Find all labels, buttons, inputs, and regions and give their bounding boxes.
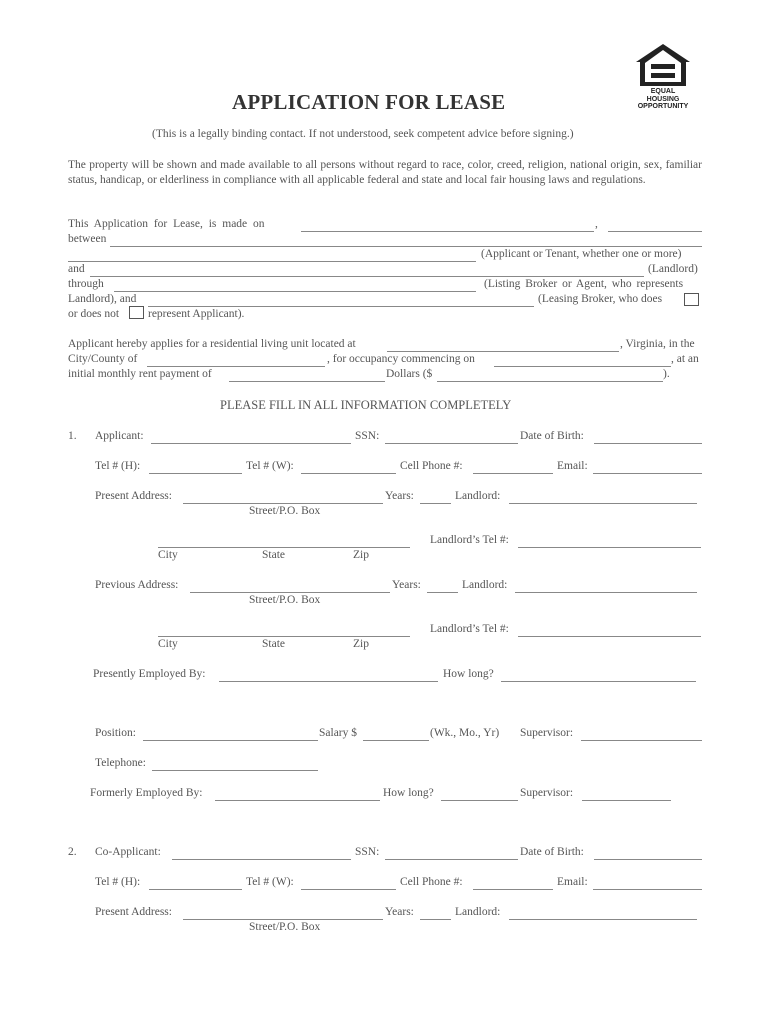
present-address-label: Present Address: <box>95 490 172 502</box>
occupancy-label: , for occupancy commencing on <box>327 353 475 365</box>
city-county-label: City/County of <box>68 353 138 365</box>
virginia-label: , Virginia, in the <box>620 338 695 350</box>
co-landlord-field[interactable] <box>509 919 697 920</box>
how-long-field[interactable] <box>501 681 696 682</box>
city-state-zip-field[interactable] <box>158 547 410 548</box>
co-dob-field[interactable] <box>594 859 702 860</box>
tel-h-label: Tel # (H): <box>95 460 141 472</box>
landlord-name-field[interactable] <box>509 503 697 504</box>
co-email-field[interactable] <box>593 889 702 890</box>
prev-city-caption: City <box>158 638 178 650</box>
landlord-note: (Landlord) <box>648 263 698 275</box>
applicant-field[interactable] <box>151 443 351 444</box>
co-years-field[interactable] <box>420 919 451 920</box>
tel-w-field[interactable] <box>301 473 396 474</box>
employed-by-label: Presently Employed By: <box>93 668 206 680</box>
and-label: and <box>68 263 85 275</box>
co-ssn-field[interactable] <box>385 859 518 860</box>
landlord-tel-field[interactable] <box>518 547 701 548</box>
represent-label: represent Applicant). <box>148 308 245 320</box>
comma: , <box>595 218 598 230</box>
previous-address-field[interactable] <box>190 592 390 593</box>
date-made-field[interactable] <box>301 231 594 232</box>
prev-landlord-label: Landlord: <box>462 579 508 591</box>
co-email-label: Email: <box>557 876 588 888</box>
applicant-note: (Applicant or Tenant, whether one or more) <box>481 248 682 260</box>
year-made-field[interactable] <box>608 231 702 232</box>
between-field[interactable] <box>110 246 702 247</box>
salary-field[interactable] <box>363 740 429 741</box>
instructions-heading: PLEASE FILL IN ALL INFORMATION COMPLETELY <box>220 398 512 412</box>
co-landlord-label: Landlord: <box>455 906 501 918</box>
city-caption: City <box>158 549 178 561</box>
co-ssn-label: SSN: <box>355 846 380 858</box>
co-tel-h-field[interactable] <box>149 889 242 890</box>
made-on-label: This Application for Lease, is made on <box>68 218 265 230</box>
co-cell-label: Cell Phone #: <box>400 876 463 888</box>
landlord-tel-label: Landlord’s Tel #: <box>430 534 509 546</box>
landlord-and-label: Landlord), and <box>68 293 137 305</box>
co-present-address-label: Present Address: <box>95 906 172 918</box>
through-label: through <box>68 278 104 290</box>
city-county-field[interactable] <box>147 366 325 367</box>
position-field[interactable] <box>143 740 318 741</box>
period-label: (Wk., Mo., Yr) <box>430 727 500 739</box>
salary-label: Salary $ <box>319 727 358 739</box>
position-label: Position: <box>95 727 136 739</box>
prev-state-caption: State <box>262 638 285 650</box>
rent-words-field[interactable] <box>229 381 385 382</box>
listing-note: (Listing Broker or Agent, who represents <box>484 278 684 290</box>
landlord-field[interactable] <box>90 276 644 277</box>
applicant-label: Applicant: <box>95 430 144 442</box>
prev-years-field[interactable] <box>427 592 458 593</box>
former-supervisor-field[interactable] <box>582 800 671 801</box>
prev-landlord-tel-field[interactable] <box>518 636 701 637</box>
prev-years-label: Years: <box>392 579 421 591</box>
at-an-label: , at an <box>671 353 699 365</box>
formerly-employed-field[interactable] <box>215 800 380 801</box>
prev-street-caption: Street/P.O. Box <box>249 594 321 606</box>
tel-w-label: Tel # (W): <box>246 460 294 472</box>
employed-by-field[interactable] <box>219 681 438 682</box>
co-tel-h-label: Tel # (H): <box>95 876 141 888</box>
section-1-number: 1. <box>68 430 77 442</box>
co-present-address-field[interactable] <box>183 919 383 920</box>
prev-landlord-field[interactable] <box>515 592 697 593</box>
subtitle: (This is a legally binding contact. If not understood, seek competent advice before signing.) <box>152 128 574 140</box>
co-dob-label: Date of Birth: <box>520 846 584 858</box>
or-does-not-label: or does not <box>68 308 120 320</box>
logo-caption: EQUAL HOUSING OPPORTUNITY <box>637 88 689 110</box>
equal-housing-logo-icon <box>634 42 692 88</box>
close-paren: ). <box>663 368 670 380</box>
dob-label: Date of Birth: <box>520 430 584 442</box>
present-address-field[interactable] <box>183 503 383 504</box>
street-caption: Street/P.O. Box <box>249 505 321 517</box>
state-caption: State <box>262 549 285 561</box>
landlord-label: Landlord: <box>455 490 501 502</box>
supervisor-label: Supervisor: <box>520 727 574 739</box>
listing-broker-field[interactable] <box>114 291 476 292</box>
former-supervisor-label: Supervisor: <box>520 787 574 799</box>
rent-label: initial monthly rent payment of <box>68 368 212 380</box>
leasing-note: (Leasing Broker, who does <box>538 293 663 305</box>
dob-field[interactable] <box>594 443 702 444</box>
prev-zip-caption: Zip <box>353 638 369 650</box>
applicant-name-field[interactable] <box>68 261 476 262</box>
co-years-label: Years: <box>385 906 414 918</box>
co-street-caption: Street/P.O. Box <box>249 921 321 933</box>
zip-caption: Zip <box>353 549 369 561</box>
fair-housing-statement: The property will be shown and made available to all persons without regard to race, color, creed, religion, national origin, sex, familiar status, handicap, or elderliness in compliance with all applicable federal and state and local fair housing laws and regulations. <box>68 159 702 186</box>
years-label: Years: <box>385 490 414 502</box>
email-label: Email: <box>557 460 588 472</box>
tel-h-field[interactable] <box>149 473 242 474</box>
cell-field[interactable] <box>473 473 553 474</box>
co-applicant-field[interactable] <box>172 859 351 860</box>
telephone-label: Telephone: <box>95 757 146 769</box>
leasing-broker-field[interactable] <box>148 306 534 307</box>
former-how-long-field[interactable] <box>441 800 518 801</box>
ssn-label: SSN: <box>355 430 380 442</box>
cell-label: Cell Phone #: <box>400 460 463 472</box>
ssn-field[interactable] <box>385 443 518 444</box>
unit-label: Applicant hereby applies for a residential living unit located at <box>68 338 356 350</box>
telephone-field[interactable] <box>152 770 318 771</box>
rent-amount-field[interactable] <box>437 381 663 382</box>
email-field[interactable] <box>593 473 702 474</box>
how-long-label: How long? <box>443 668 494 680</box>
dollars-label: Dollars ($ <box>386 368 433 380</box>
between-label: between <box>68 233 107 245</box>
does-not-represent-checkbox[interactable] <box>129 306 144 319</box>
prev-city-state-zip-field[interactable] <box>158 636 410 637</box>
former-how-long-label: How long? <box>383 787 434 799</box>
does-represent-checkbox[interactable] <box>684 293 699 306</box>
co-tel-w-field[interactable] <box>301 889 396 890</box>
prev-landlord-tel-label: Landlord’s Tel #: <box>430 623 509 635</box>
supervisor-field[interactable] <box>581 740 702 741</box>
occupancy-date-field[interactable] <box>494 366 671 367</box>
previous-address-label: Previous Address: <box>95 579 179 591</box>
unit-address-field[interactable] <box>387 351 619 352</box>
years-field[interactable] <box>420 503 451 504</box>
page-title: APPLICATION FOR LEASE <box>232 90 506 114</box>
co-applicant-label: Co-Applicant: <box>95 846 161 858</box>
co-tel-w-label: Tel # (W): <box>246 876 294 888</box>
section-2-number: 2. <box>68 846 77 858</box>
co-cell-field[interactable] <box>473 889 553 890</box>
formerly-employed-label: Formerly Employed By: <box>90 787 203 799</box>
